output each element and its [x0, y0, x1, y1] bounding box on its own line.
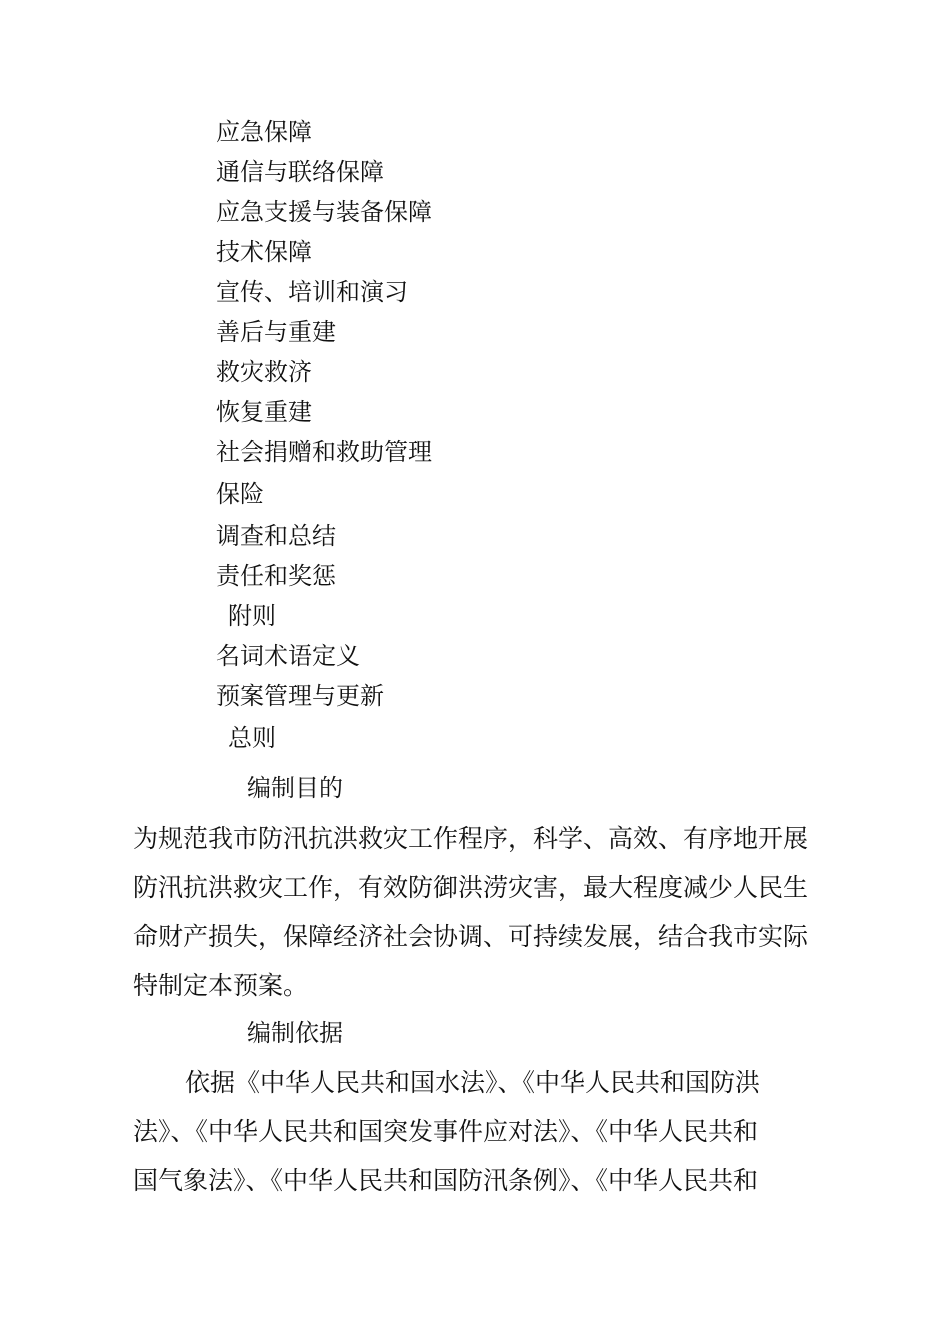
toc-item-recovery: 恢复重建 — [216, 398, 312, 426]
toc-item-terms: 名词术语定义 — [216, 642, 360, 670]
toc-item-aftermath-rebuild: 善后与重建 — [216, 318, 336, 346]
paragraph-basis — [133, 1058, 833, 1205]
toc-item-equipment-support: 应急支援与装备保障 — [216, 198, 432, 226]
paragraph-line: 防汛抗洪救灾工作，有效防御洪涝灾害，最大程度减少人民生 — [133, 873, 809, 902]
paragraph-line: 国气象法》、《中华人民共和国防汛条例》、《中华人民共和 — [133, 1166, 759, 1195]
toc-item-publicity-training: 宣传、培训和演习 — [216, 278, 408, 306]
toc-item-technical-support: 技术保障 — [216, 238, 312, 266]
toc-chapter-appendix: 附则 — [228, 602, 276, 630]
toc-item-donation-management: 社会捐赠和救助管理 — [216, 438, 432, 466]
toc-item-investigation: 调查和总结 — [216, 522, 336, 550]
paragraph-line: 法》、《中华人民共和国突发事件应对法》、《中华人民共和 — [133, 1117, 759, 1146]
toc-item-communication-support: 通信与联络保障 — [216, 158, 384, 186]
toc-item-disaster-relief: 救灾救济 — [216, 358, 312, 386]
paragraph-line: 依据《中华人民共和国水法》、《中华人民共和国防洪 — [185, 1068, 761, 1097]
toc-item-plan-management: 预案管理与更新 — [216, 682, 384, 710]
section-heading-purpose: 编制目的 — [247, 774, 343, 802]
paragraph-line: 命财产损失，保障经济社会协调、可持续发展，结合我市实际 — [133, 922, 809, 951]
paragraph-purpose — [133, 814, 833, 1010]
toc-item-emergency-support: 应急保障 — [216, 118, 312, 146]
toc-item-responsibility: 责任和奖惩 — [216, 562, 336, 590]
paragraph-line: 特制定本预案。 — [133, 971, 309, 1000]
table-of-contents — [216, 112, 816, 758]
toc-chapter-general: 总则 — [228, 724, 276, 752]
toc-item-insurance: 保险 — [216, 480, 264, 508]
paragraph-line: 为规范我市防汛抗洪救灾工作程序，科学、高效、有序地开展 — [133, 824, 809, 853]
section-heading-basis: 编制依据 — [247, 1019, 343, 1047]
